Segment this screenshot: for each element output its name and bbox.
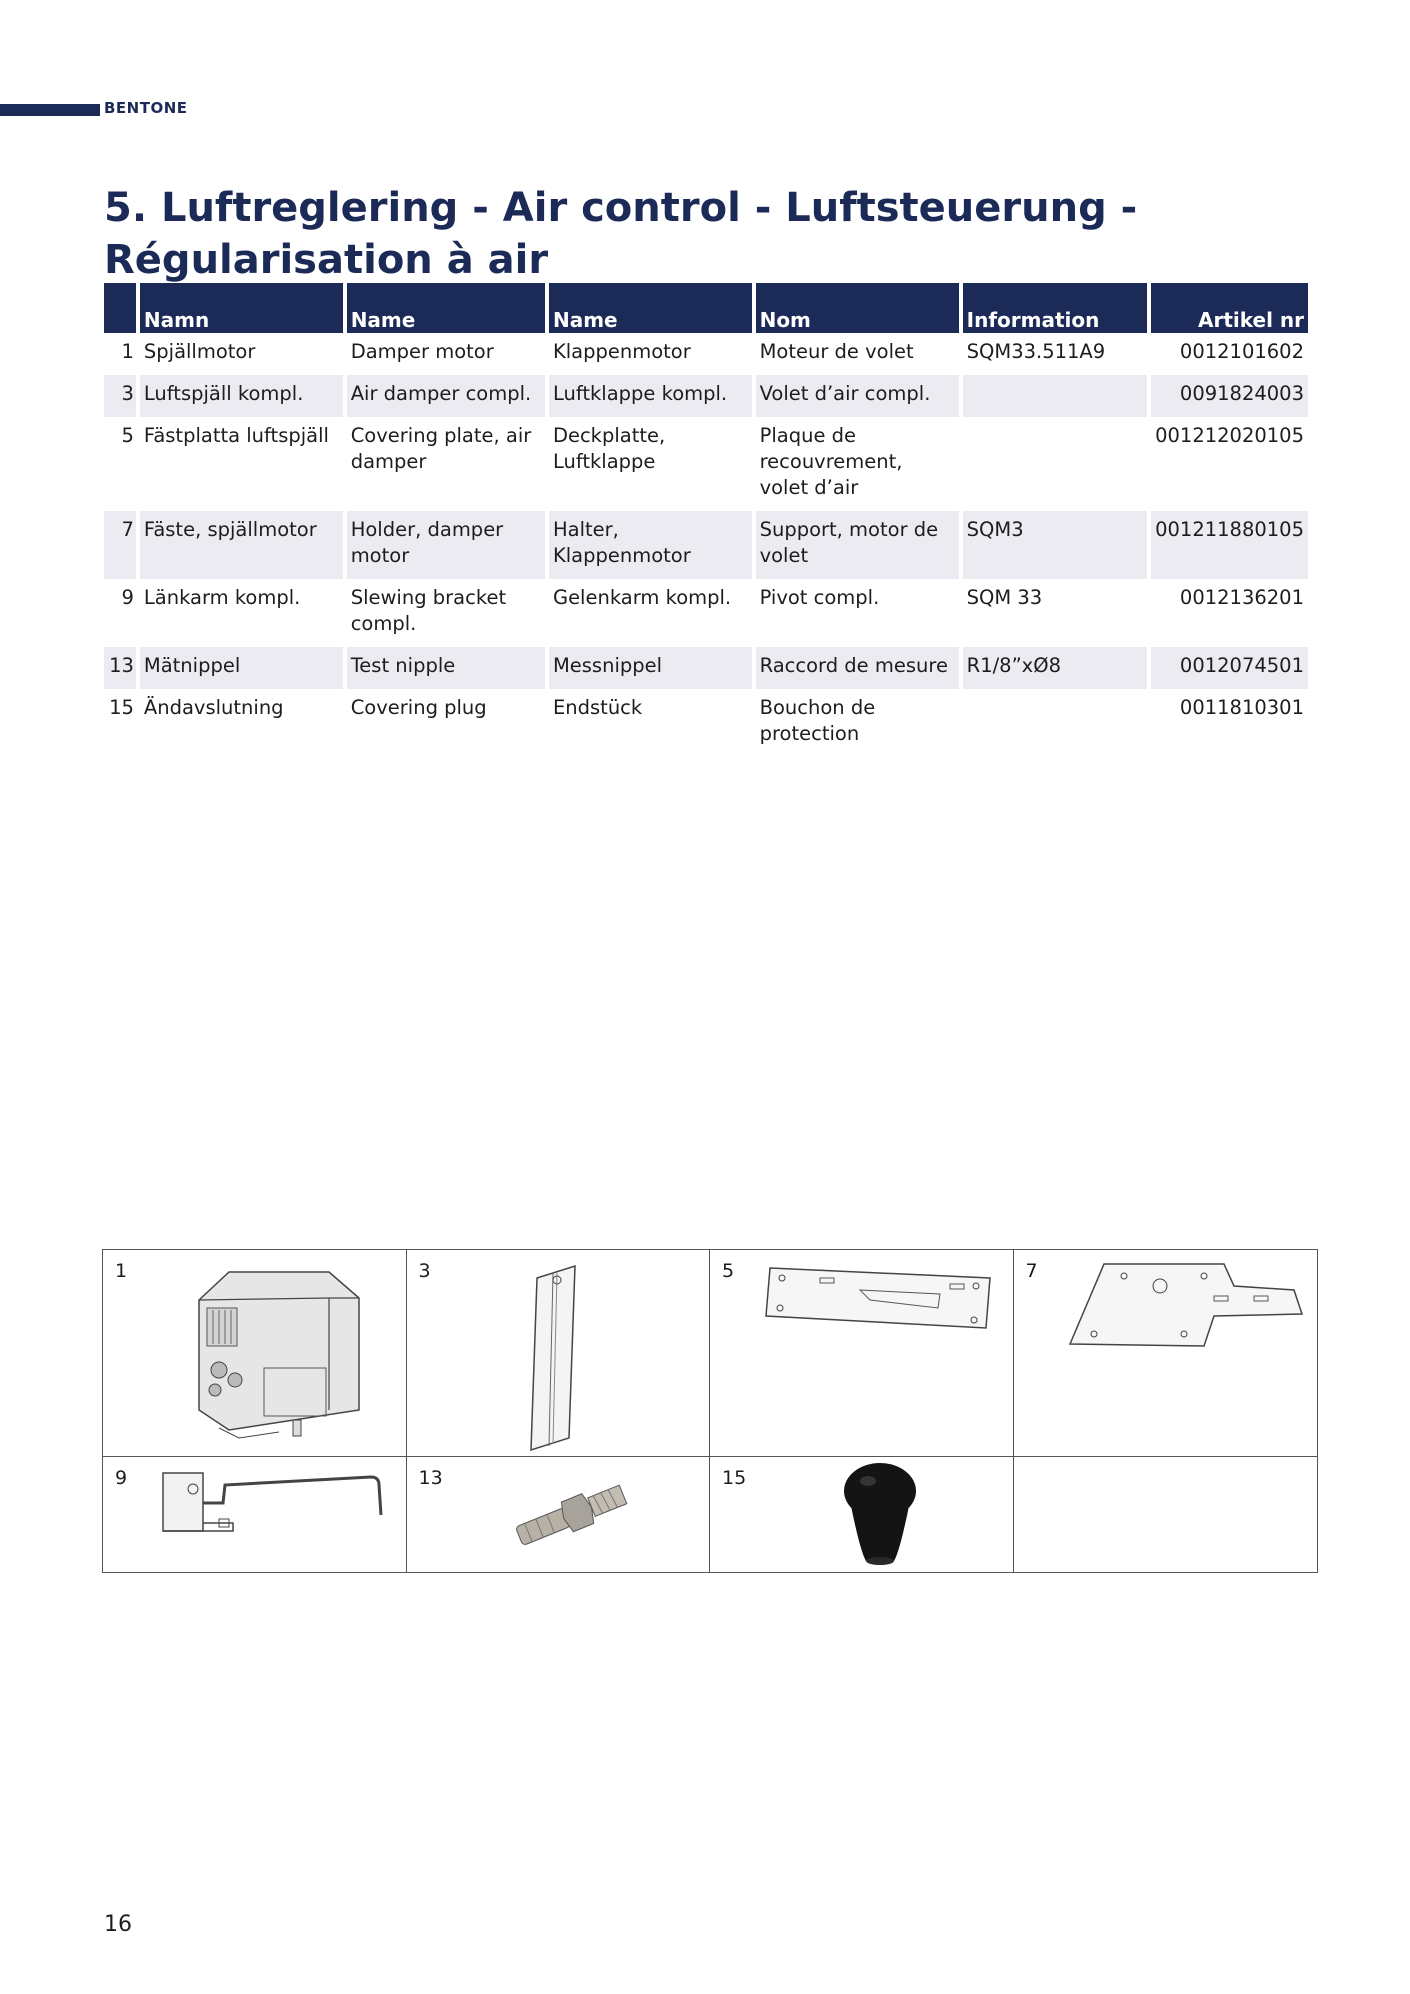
- air-damper-illustration: [517, 1258, 597, 1453]
- row-number: 1: [121, 340, 134, 363]
- cell-en: Test nipple: [347, 647, 545, 689]
- cell-sv: Spjällmotor: [143, 340, 256, 363]
- header-name-en: Name: [347, 283, 545, 333]
- image-label: 5: [722, 1260, 735, 1282]
- image-cell-covering-plug: [710, 1457, 1014, 1572]
- image-label: 13: [418, 1467, 443, 1489]
- cell-sv: Fäste, spjällmotor: [140, 511, 343, 579]
- table-row: [104, 417, 1308, 511]
- cell-fr: Moteur de volet: [759, 340, 914, 363]
- cell-info: [963, 689, 1147, 757]
- page-title: 5. Luftreglering - Air control - Luftsteuerung - Régularisation à air: [104, 185, 1138, 283]
- test-nipple-illustration: [507, 1475, 637, 1555]
- slewing-bracket-illustration: [153, 1463, 393, 1543]
- cell-de: Endstück: [552, 696, 643, 719]
- cell-en: Slewing bracket compl.: [350, 586, 507, 635]
- cell-info: [963, 375, 1147, 417]
- cell-article: 001211880105: [1151, 511, 1308, 579]
- table-row: [104, 333, 1308, 375]
- image-label: 15: [722, 1467, 747, 1489]
- image-cell-holder: [1014, 1250, 1318, 1457]
- cell-sv: Fästplatta luftspjäll: [143, 424, 329, 447]
- table-row: [104, 647, 1308, 689]
- header-information: Information: [963, 283, 1147, 333]
- covering-plug-illustration: [840, 1461, 920, 1569]
- table-row: [104, 689, 1308, 757]
- cell-info: SQM 33: [966, 586, 1043, 609]
- holder-illustration: [1064, 1256, 1314, 1356]
- cell-sv: Luftspjäll kompl.: [140, 375, 343, 417]
- covering-plate-illustration: [760, 1256, 1000, 1346]
- cell-article: 0011810301: [1179, 696, 1304, 719]
- header-namn: Namn: [140, 283, 343, 333]
- cell-de: Klappenmotor: [552, 340, 691, 363]
- cell-fr: Raccord de mesure: [756, 647, 959, 689]
- cell-info: R1/8”xØ8: [963, 647, 1147, 689]
- cell-article: 001212020105: [1155, 424, 1304, 447]
- image-label: 7: [1025, 1260, 1038, 1282]
- cell-info: SQM3: [963, 511, 1147, 579]
- parts-image-grid: [102, 1249, 1318, 1573]
- cell-fr: Plaque de recouvrement, volet d’air: [759, 424, 903, 499]
- cell-fr: Volet d’air compl.: [756, 375, 959, 417]
- header-artikel-nr: Artikel nr: [1151, 283, 1308, 333]
- row-number: 15: [109, 696, 134, 719]
- cell-en: Holder, damper motor: [347, 511, 545, 579]
- row-number: 3: [104, 375, 136, 417]
- cell-fr: Support, motor de volet: [756, 511, 959, 579]
- cell-article: 0091824003: [1151, 375, 1308, 417]
- row-number: 9: [121, 586, 134, 609]
- cell-sv: Mätnippel: [140, 647, 343, 689]
- image-cell-slewing-bracket: [103, 1457, 407, 1572]
- cell-article: 0012074501: [1151, 647, 1308, 689]
- cell-sv: Länkarm kompl.: [143, 586, 301, 609]
- header-name-de: Name: [549, 283, 752, 333]
- brand-bar: [0, 104, 100, 116]
- image-cell-damper-motor: [103, 1250, 407, 1457]
- image-cell-empty: [1014, 1457, 1318, 1572]
- image-cell-test-nipple: [407, 1457, 711, 1572]
- table-row: [104, 375, 1308, 417]
- table-header-row: [104, 283, 1308, 333]
- row-number: 13: [104, 647, 136, 689]
- cell-de: Halter, Klappenmotor: [549, 511, 752, 579]
- image-label: 9: [115, 1467, 128, 1489]
- cell-de: Messnippel: [549, 647, 752, 689]
- cell-article: 0012136201: [1179, 586, 1304, 609]
- header-nom: Nom: [756, 283, 959, 333]
- cell-de: Luftklappe kompl.: [549, 375, 752, 417]
- image-label: 1: [115, 1260, 128, 1282]
- cell-en: Air damper compl.: [347, 375, 545, 417]
- image-cell-air-damper: [407, 1250, 711, 1457]
- cell-de: Gelenkarm kompl.: [552, 586, 732, 609]
- brand-name: BENTONE: [104, 99, 188, 117]
- cell-info: SQM33.511A9: [966, 340, 1106, 363]
- parts-table: [100, 283, 1312, 757]
- damper-motor-illustration: [169, 1260, 369, 1450]
- cell-fr: Bouchon de protection: [759, 696, 876, 745]
- table-row: [104, 511, 1308, 579]
- cell-sv: Ändavslutning: [143, 696, 284, 719]
- cell-en: Covering plug: [350, 696, 487, 719]
- cell-fr: Pivot compl.: [759, 586, 880, 609]
- row-number: 7: [104, 511, 136, 579]
- page-number: 16: [104, 1912, 132, 1937]
- cell-en: Covering plate, air damper: [350, 424, 532, 473]
- cell-en: Damper motor: [350, 340, 494, 363]
- cell-info: [963, 417, 1147, 511]
- cell-article: 0012101602: [1179, 340, 1304, 363]
- table-row: [104, 579, 1308, 647]
- cell-de: Deckplatte, Luftklappe: [552, 424, 666, 473]
- image-cell-covering-plate: [710, 1250, 1014, 1457]
- header-no: [104, 283, 136, 333]
- image-label: 3: [418, 1260, 431, 1282]
- row-number: 5: [121, 424, 134, 447]
